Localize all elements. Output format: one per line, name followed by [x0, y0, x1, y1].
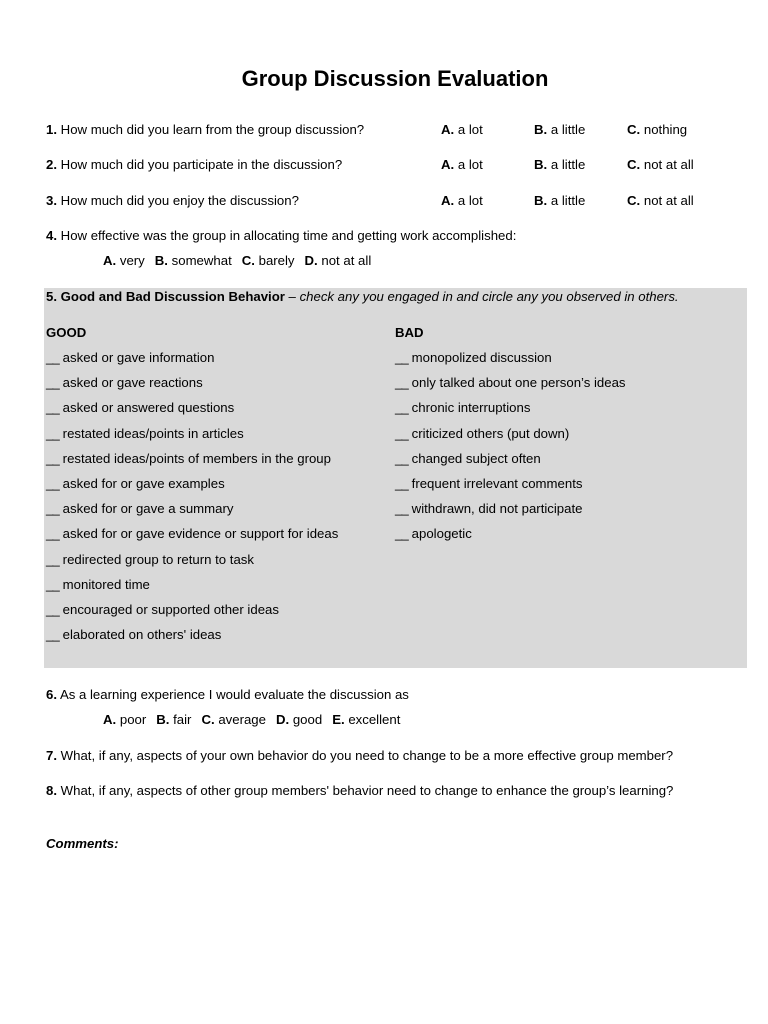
behavior-text: elaborated on others' ideas	[62, 627, 222, 643]
option-letter: D.	[304, 253, 318, 268]
good-behavior-item[interactable]	[46, 370, 338, 395]
checkbox-blank[interactable]: __	[46, 627, 59, 643]
option-letter: C.	[627, 157, 641, 172]
bad-behavior-list	[395, 345, 626, 547]
good-behavior-list	[46, 345, 338, 647]
good-behavior-item[interactable]	[46, 345, 338, 370]
behavior-text: chronic interruptions	[411, 400, 531, 416]
question-2	[46, 157, 342, 172]
checkbox-blank[interactable]: __	[46, 425, 59, 441]
checkbox-blank[interactable]: __	[395, 526, 408, 542]
answer-option[interactable]	[627, 193, 694, 208]
behavior-instruction: check any you engaged in and circle any you observed in others.	[299, 289, 679, 304]
option-letter: B.	[154, 253, 168, 268]
bad-behavior-column	[395, 320, 626, 547]
behavior-text: asked for or gave evidence or support for ideas	[62, 526, 339, 542]
answer-option[interactable]	[332, 712, 400, 727]
option-letter: D.	[275, 712, 290, 727]
answer-option[interactable]	[155, 253, 232, 268]
question-number: 1.	[46, 122, 57, 137]
checkbox-blank[interactable]: __	[46, 400, 59, 416]
option-text: good	[292, 712, 323, 727]
behavior-text: asked or gave information	[62, 350, 215, 365]
bad-behavior-item[interactable]	[395, 395, 626, 420]
option-text: not at all	[643, 157, 694, 172]
checkbox-blank[interactable]: __	[46, 576, 59, 592]
checkbox-blank[interactable]: __	[46, 450, 59, 466]
good-behavior-item[interactable]	[46, 547, 338, 572]
behavior-text: withdrawn, did not participate	[411, 501, 583, 517]
heading-dash: –	[284, 289, 300, 304]
question-number: 3.	[46, 193, 57, 208]
question-text: What, if any, aspects of other group members' behavior need to change to enhance the group’s learning?	[60, 783, 674, 798]
question-text: How much did you learn from the group discussion?	[60, 122, 365, 137]
good-behavior-item[interactable]	[46, 421, 338, 446]
option-text: a little	[550, 193, 586, 208]
behavior-text: restated ideas/points in articles	[62, 425, 244, 441]
question-8	[46, 783, 673, 798]
answer-option[interactable]	[441, 122, 483, 137]
option-text: a little	[550, 157, 586, 172]
bad-behavior-item[interactable]	[395, 471, 626, 496]
bad-behavior-item[interactable]	[395, 370, 626, 395]
answer-option[interactable]	[441, 193, 483, 208]
option-text: nothing	[643, 122, 688, 137]
page-title: Group Discussion Evaluation	[241, 66, 549, 91]
checkbox-blank[interactable]: __	[395, 400, 408, 416]
option-letter: A.	[441, 122, 455, 137]
answer-option[interactable]	[627, 157, 694, 172]
answer-option[interactable]	[305, 253, 372, 268]
checkbox-blank[interactable]: __	[395, 425, 408, 441]
option-text: somewhat	[171, 253, 232, 268]
checkbox-blank[interactable]: __	[46, 475, 59, 491]
question-6-options	[103, 712, 410, 727]
option-letter: B.	[534, 157, 548, 172]
option-text: not at all	[643, 193, 694, 208]
bad-behavior-item[interactable]	[395, 345, 626, 370]
question-7	[46, 748, 673, 763]
option-text: a lot	[457, 122, 483, 137]
option-text: barely	[258, 253, 295, 268]
behavior-text: encouraged or supported other ideas	[62, 601, 279, 617]
question-3	[46, 193, 299, 208]
answer-option[interactable]	[103, 712, 146, 727]
bad-behavior-item[interactable]	[395, 521, 626, 546]
checkbox-blank[interactable]: __	[395, 501, 408, 517]
question-text: How much did you participate in the discussion?	[60, 157, 343, 172]
good-behavior-item[interactable]	[46, 471, 338, 496]
question-number: 2.	[46, 157, 57, 172]
question-text: How much did you enjoy the discussion?	[60, 193, 299, 208]
answer-option[interactable]	[103, 253, 145, 268]
checkbox-blank[interactable]: __	[46, 601, 59, 617]
good-behavior-item[interactable]	[46, 446, 338, 471]
question-number: 7.	[46, 748, 57, 763]
bad-behavior-item[interactable]	[395, 446, 626, 471]
good-behavior-item[interactable]	[46, 521, 338, 546]
option-text: excellent	[348, 712, 401, 727]
answer-option[interactable]	[201, 712, 266, 727]
option-text: poor	[119, 712, 147, 727]
question-number: 4.	[46, 228, 57, 243]
option-text: average	[218, 712, 266, 727]
option-letter: A.	[441, 193, 455, 208]
question-1	[46, 122, 364, 137]
option-letter: A.	[103, 253, 117, 268]
checkbox-blank[interactable]: __	[395, 375, 408, 391]
behavior-text: only talked about one person’s ideas	[411, 375, 626, 391]
option-text: a lot	[457, 193, 483, 208]
question-4-options	[103, 253, 381, 268]
option-text: very	[119, 253, 145, 268]
comments-label: Comments:	[46, 836, 119, 851]
question-text: As a learning experience I would evaluate the discussion as	[59, 687, 409, 702]
behavior-text: asked or answered questions	[62, 400, 235, 416]
behavior-text: asked or gave reactions	[62, 375, 203, 391]
behavior-text: criticized others (put down)	[411, 425, 570, 441]
answer-option[interactable]	[534, 157, 585, 172]
answer-option[interactable]	[534, 193, 585, 208]
bad-column-header: BAD	[395, 325, 424, 340]
behavior-text: redirected group to return to task	[62, 551, 254, 567]
question-number: 6.	[46, 687, 57, 702]
behavior-text: restated ideas/points of members in the group	[62, 450, 331, 466]
answer-option[interactable]	[156, 712, 191, 727]
good-behavior-item[interactable]	[46, 572, 338, 597]
behavior-text: monitored time	[62, 576, 150, 592]
checkbox-blank[interactable]: __	[46, 551, 59, 567]
question-number: 8.	[46, 783, 57, 798]
answer-option[interactable]	[242, 253, 295, 268]
question-6	[46, 687, 409, 702]
checkbox-blank[interactable]: __	[395, 450, 408, 466]
answer-option[interactable]	[441, 157, 483, 172]
option-letter: E.	[332, 712, 345, 727]
good-behavior-item[interactable]	[46, 597, 338, 622]
question-text: How effective was the group in allocating time and getting work accomplished:	[60, 228, 517, 243]
answer-option[interactable]	[534, 122, 585, 137]
option-text: not at all	[321, 253, 372, 268]
behavior-text: changed subject often	[411, 450, 541, 466]
behavior-text: asked for or gave examples	[62, 475, 225, 491]
option-letter: A.	[103, 712, 117, 727]
question-4	[46, 228, 516, 243]
option-text: fair	[173, 712, 192, 727]
option-letter: C.	[627, 122, 641, 137]
option-letter: C.	[627, 193, 641, 208]
behavior-text: monopolized discussion	[411, 350, 552, 365]
behavior-text: asked for or gave a summary	[62, 501, 234, 517]
checkbox-blank[interactable]: __	[46, 375, 59, 391]
option-letter: C.	[241, 253, 255, 268]
answer-option[interactable]	[627, 122, 687, 137]
answer-option[interactable]	[276, 712, 322, 727]
checkbox-blank[interactable]: __	[46, 526, 59, 542]
checkbox-blank[interactable]: __	[395, 475, 408, 491]
good-behavior-item[interactable]	[46, 395, 338, 420]
checkbox-blank[interactable]: __	[46, 350, 59, 365]
option-letter: B.	[534, 193, 548, 208]
option-letter: A.	[441, 157, 455, 172]
question-text: What, if any, aspects of your own behavior do you need to change to be a more effective group member?	[60, 748, 674, 763]
good-column-header: GOOD	[46, 325, 87, 340]
good-behavior-item[interactable]	[46, 496, 338, 521]
bad-behavior-item[interactable]	[395, 496, 626, 521]
behavior-text: frequent irrelevant comments	[411, 475, 583, 491]
option-text: a little	[550, 122, 586, 137]
checkbox-blank[interactable]: __	[46, 501, 59, 517]
option-letter: B.	[534, 122, 548, 137]
bad-behavior-item[interactable]	[395, 421, 626, 446]
behavior-text: apologetic	[411, 526, 472, 542]
behavior-heading: 5. Good and Bad Discussion Behavior	[46, 289, 285, 304]
good-behavior-column	[46, 320, 338, 647]
option-letter: B.	[156, 712, 170, 727]
good-behavior-item[interactable]	[46, 622, 338, 647]
behavior-section-heading	[46, 289, 679, 304]
option-letter: C.	[201, 712, 215, 727]
checkbox-blank[interactable]: __	[395, 350, 408, 365]
option-text: a lot	[457, 157, 483, 172]
